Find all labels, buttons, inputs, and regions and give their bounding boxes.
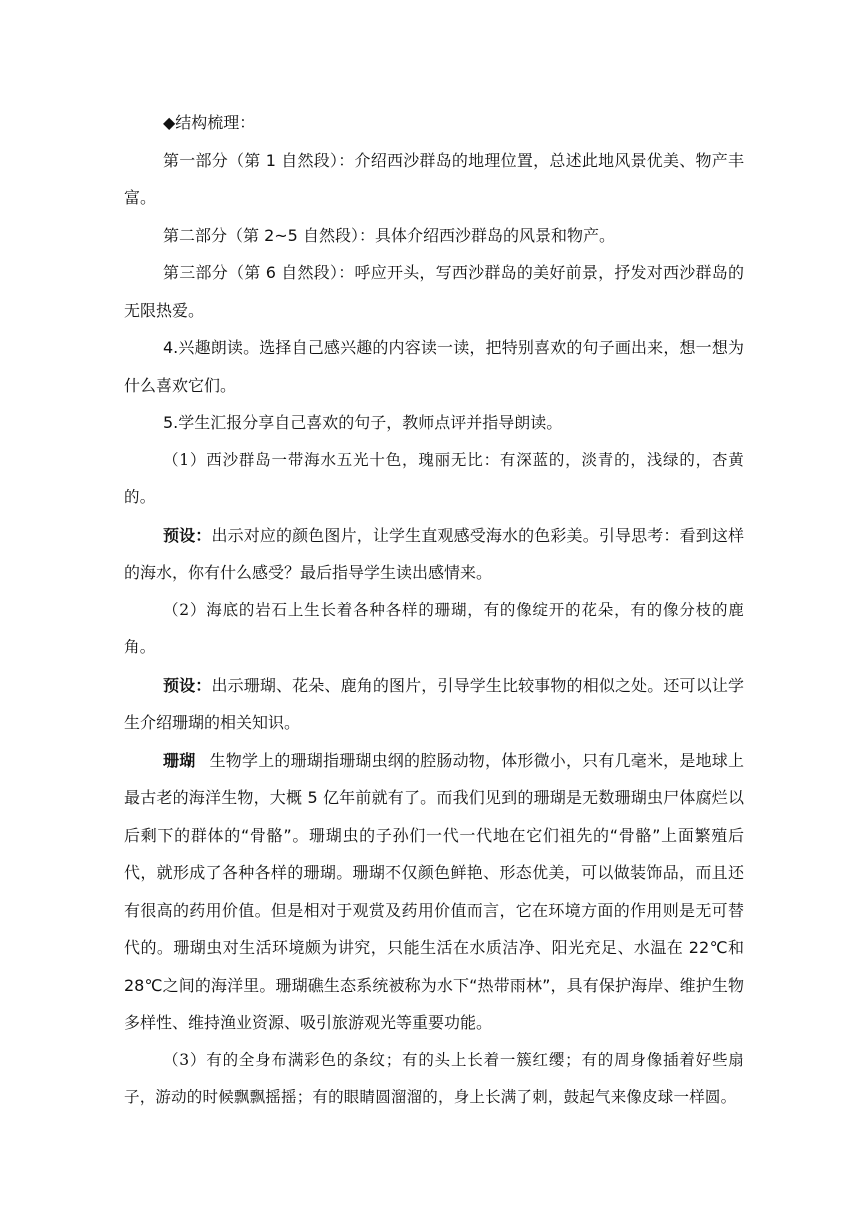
quoted-sentence-1: （1）西沙群岛一带海水五光十色，瑰丽无比：有深蓝的，淡青的，浅绿的，杏黄的。 bbox=[124, 450, 744, 506]
preset-2 bbox=[124, 667, 744, 742]
step-4-interest-reading: 4.兴趣朗读。选择自己感兴趣的内容读一读，把特别喜欢的句子画出来，想一想为什么喜欢它们。 bbox=[124, 338, 744, 395]
structure-part-2: 第二部分（第 2~5 自然段）：具体介绍西沙群岛的风景和物产。 bbox=[163, 225, 615, 245]
structure-heading: ◆结构梳理： bbox=[163, 113, 256, 132]
preset-text: 出示对应的颜色图片，让学生直观感受海水的色彩美。引导思考：看到这样的海水，你有什么感受？最后指导学生读出感情来。 bbox=[124, 525, 744, 582]
document-body bbox=[124, 104, 744, 1117]
preset-text: 出示珊瑚、花朵、鹿角的图片，引导学生比较事物的相似之处。还可以让学生介绍珊瑚的相关知识。 bbox=[124, 675, 744, 732]
quoted-sentence-3: （3）有的全身布满彩色的条纹；有的头上长着一簇红缨；有的周身像插着好些扇子，游动的时候飘飘摇摇；有的眼睛圆溜溜的，身上长满了刺，鼓起气来像皮球一样圆。 bbox=[124, 1050, 744, 1106]
structure-part-3: 第三部分（第 6 自然段）：呼应开头，写西沙群岛的美好前景，抒发对西沙群岛的无限热爱。 bbox=[124, 263, 744, 320]
coral-knowledge bbox=[124, 742, 744, 1042]
coral-description: 生物学上的珊瑚指珊瑚虫纲的腔肠动物，体形微小，只有几毫米，是地球上最古老的海洋生物，大概 5 亿年前就有了。而我们见到的珊瑚是无数珊瑚虫尸体腐烂以后剩下的群体的“骨骼”。珊瑚虫的子孙们一代一代地在它们祖先的“骨骼”上面繁殖后代，就形成了各种各样的珊瑚。珊瑚不仅颜色鲜艳、形态优美，可以做装饰品，而且还有很高的药用价值。但是相对于观赏及药用价值而言，它在环境方面的作用则是无可替代的。珊瑚虫对生活环境颇为讲究，只能生活在水质洁净、阳光充足、水温在 22℃和 28℃之间的海洋里。珊瑚礁生态系统被称为水下“热带雨林”，具有保护海岸、维护生物多样性、维持渔业资源、吸引旅游观光等重要功能。 bbox=[124, 750, 744, 1032]
preset-label: 预设： bbox=[163, 525, 212, 545]
preset-1 bbox=[124, 517, 744, 592]
coral-term: 珊瑚 bbox=[163, 750, 196, 770]
structure-part-1: 第一部分（第 1 自然段）：介绍西沙群岛的地理位置，总述此地风景优美、物产丰富。 bbox=[124, 150, 744, 207]
quoted-sentence-2: （2）海底的岩石上生长着各种各样的珊瑚，有的像绽开的花朵，有的像分枝的鹿角。 bbox=[124, 600, 744, 656]
preset-label: 预设： bbox=[163, 675, 212, 695]
step-5-share-sentences: 5.学生汇报分享自己喜欢的句子，教师点评并指导朗读。 bbox=[163, 413, 563, 432]
